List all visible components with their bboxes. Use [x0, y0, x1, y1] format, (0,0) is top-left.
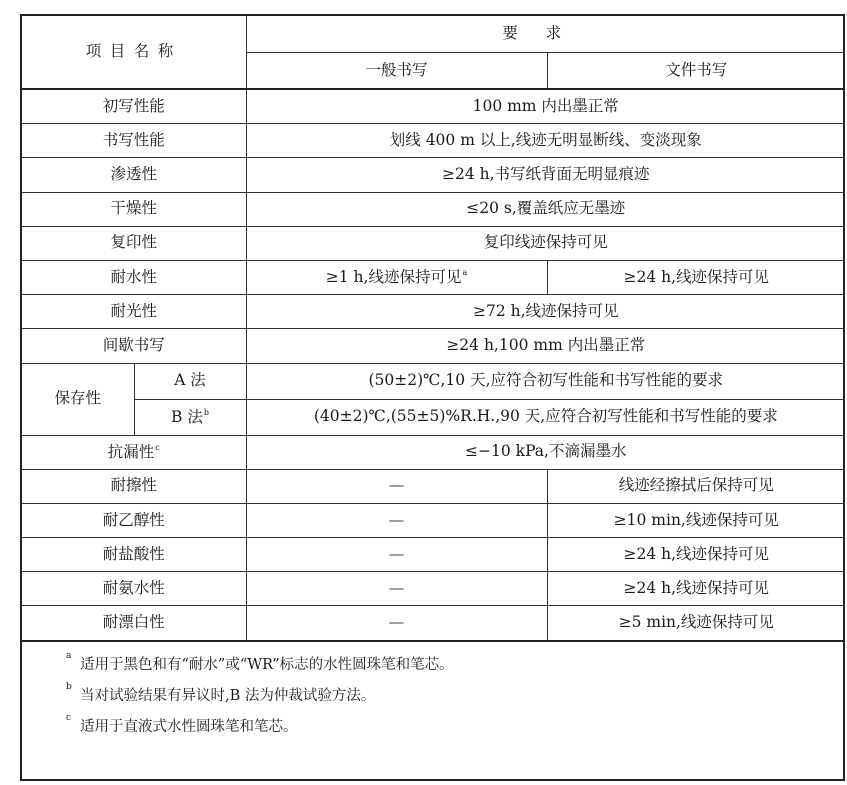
table-row [22, 158, 845, 192]
footnote-c [66, 712, 843, 743]
row-document-value: ≥24 h,线迹保持可见 [547, 538, 845, 572]
requirements-table [22, 16, 845, 642]
table-row [22, 399, 845, 435]
row-value: ≤20 s,覆盖纸应无墨迹 [246, 192, 845, 226]
row-general-value: — [246, 572, 547, 606]
table-row [22, 295, 845, 329]
header-row [22, 16, 845, 53]
row-name: 耐盐酸性 [22, 538, 246, 572]
footnote-mark: a [66, 650, 72, 661]
row-name: 耐漂白性 [22, 606, 246, 641]
table-row [22, 503, 845, 537]
row-general-value: — [246, 538, 547, 572]
footnotes [22, 642, 843, 743]
table-row [22, 363, 845, 399]
footnote-text: 当对试验结果有异议时,B 法为仲裁试验方法。 [80, 687, 376, 704]
table-row [22, 192, 845, 226]
row-general-value: — [246, 503, 547, 537]
table-row [22, 606, 845, 641]
footnote-ref: a [462, 268, 468, 278]
row-value: ≥24 h,100 mm 内出墨正常 [246, 329, 845, 363]
method-label: A 法 [134, 363, 246, 399]
method-label [134, 399, 246, 435]
row-document-value: 线迹经擦拭后保持可见 [547, 469, 845, 503]
footnote-b [66, 681, 843, 712]
row-name: 复印性 [22, 226, 246, 260]
spec-document [20, 14, 845, 781]
footnote-ref: c [155, 442, 160, 452]
footnote-ref: b [203, 407, 209, 417]
row-value: ≤−10 kPa,不滴漏墨水 [246, 435, 845, 469]
header-general-writing: 一般书写 [246, 53, 547, 90]
table-row [22, 538, 845, 572]
row-value: (40±2)℃,(55±5)%R.H.,90 天,应符合初写性能和书写性能的要求 [246, 399, 845, 435]
row-name [22, 435, 246, 469]
row-name: 耐擦性 [22, 469, 246, 503]
row-value: 100 mm 内出墨正常 [246, 89, 845, 124]
row-name: 耐乙醇性 [22, 503, 246, 537]
row-value: 复印线迹保持可见 [246, 226, 845, 260]
footnote-mark: b [66, 681, 72, 692]
table-row [22, 226, 845, 260]
row-name: 耐氨水性 [22, 572, 246, 606]
header-document-writing: 文件书写 [547, 53, 845, 90]
table-row [22, 89, 845, 124]
header-item-name: 项目名称 [22, 16, 246, 89]
row-general-value [246, 260, 547, 294]
cell-text: ≥1 h,线迹保持可见 [325, 268, 462, 287]
table-row [22, 469, 845, 503]
row-value: ≥24 h,书写纸背面无明显痕迹 [246, 158, 845, 192]
row-name: 书写性能 [22, 124, 246, 158]
row-document-value: ≥10 min,线迹保持可见 [547, 503, 845, 537]
row-document-value: ≥24 h,线迹保持可见 [547, 572, 845, 606]
row-name: 耐水性 [22, 260, 246, 294]
row-name: 初写性能 [22, 89, 246, 124]
row-value: 划线 400 m 以上,线迹无明显断线、变淡现象 [246, 124, 845, 158]
row-value: ≥72 h,线迹保持可见 [246, 295, 845, 329]
cell-text: B 法 [171, 407, 203, 426]
footnote-text: 适用于直液式水性圆珠笔和笔芯。 [80, 718, 298, 735]
header-requirement: 要求 [246, 16, 845, 53]
row-general-value: — [246, 606, 547, 641]
footnote-text: 适用于黑色和有“耐水”或“WR”标志的水性圆珠笔和笔芯。 [80, 656, 454, 673]
row-general-value: — [246, 469, 547, 503]
table-row [22, 572, 845, 606]
footnote-mark: c [66, 712, 72, 723]
row-name: 间歇书写 [22, 329, 246, 363]
row-name: 耐光性 [22, 295, 246, 329]
row-name: 渗透性 [22, 158, 246, 192]
row-document-value: ≥5 min,线迹保持可见 [547, 606, 845, 641]
footnote-a [66, 650, 843, 681]
row-value: (50±2)℃,10 天,应符合初写性能和书写性能的要求 [246, 363, 845, 399]
table-row [22, 260, 845, 294]
table-row [22, 435, 845, 469]
row-document-value: ≥24 h,线迹保持可见 [547, 260, 845, 294]
cell-text: 抗漏性 [107, 442, 155, 461]
row-name: 保存性 [22, 363, 134, 435]
row-name: 干燥性 [22, 192, 246, 226]
table-row [22, 329, 845, 363]
table-row [22, 124, 845, 158]
